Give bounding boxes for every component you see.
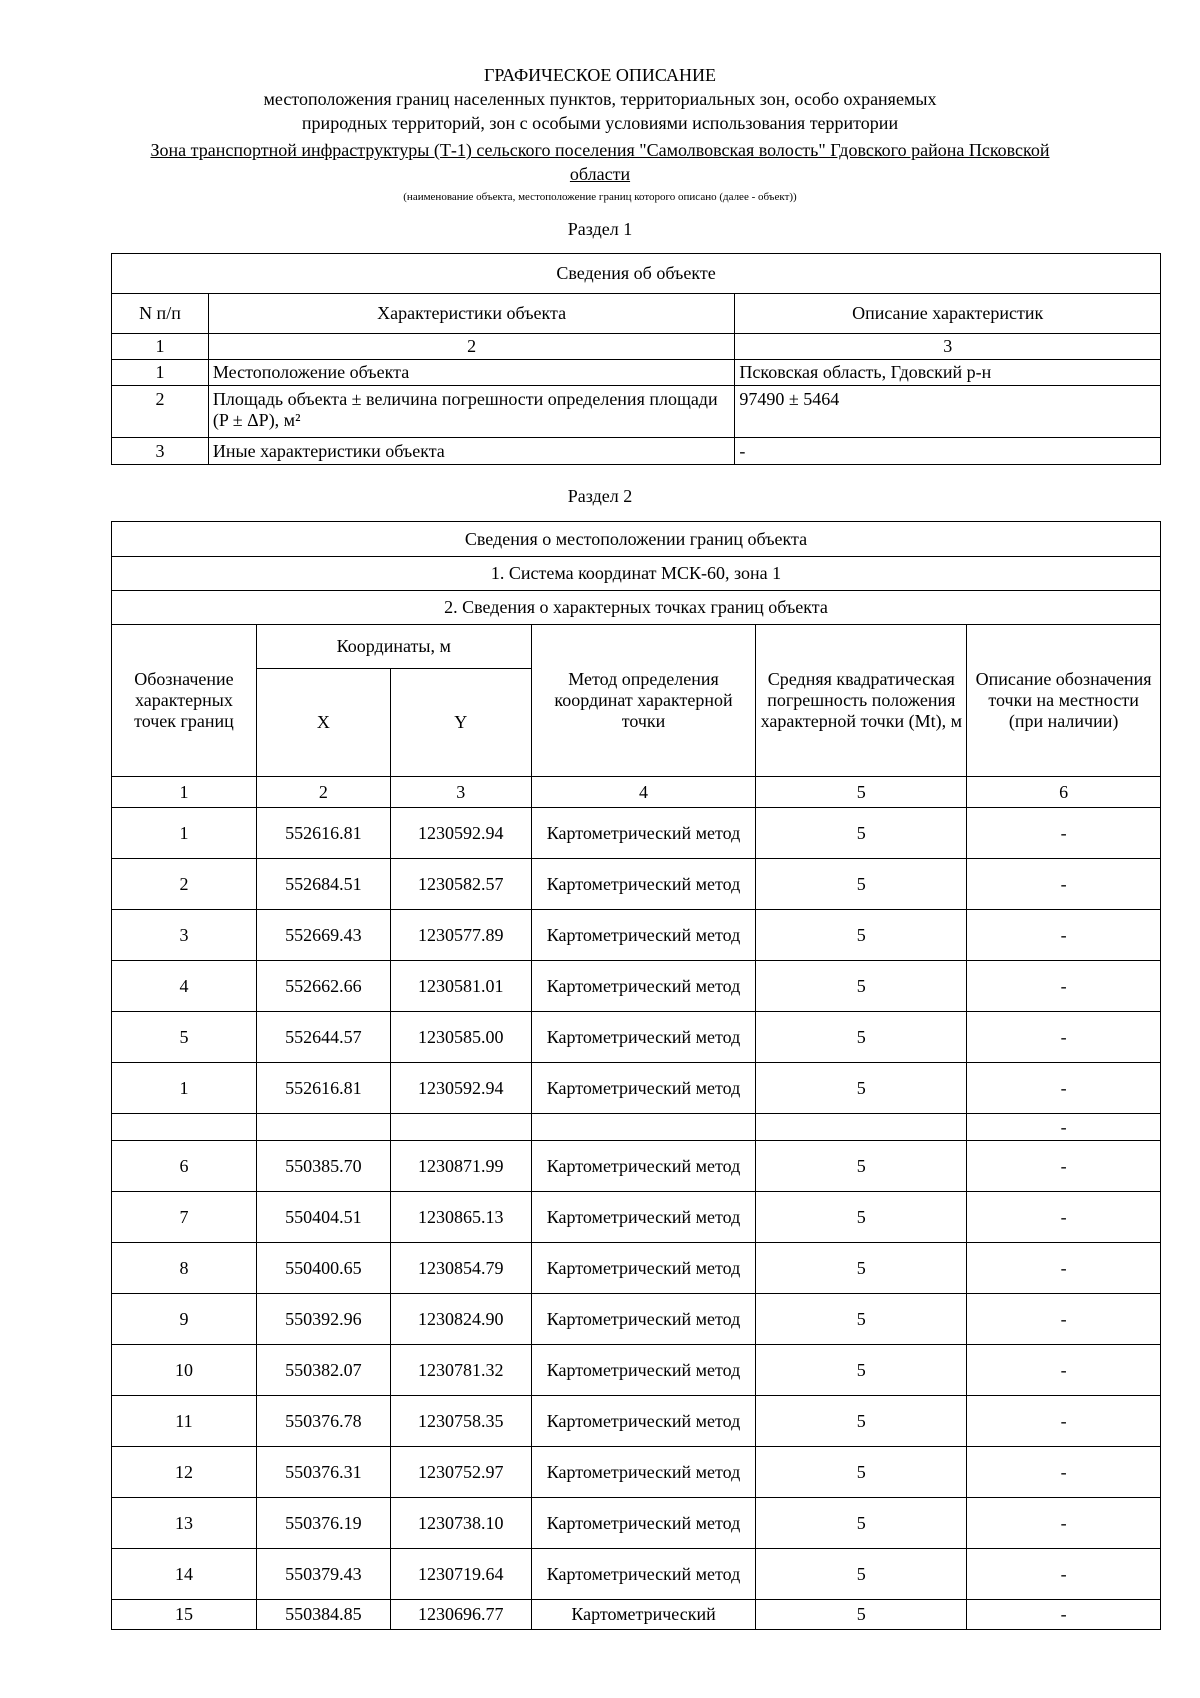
error-value: 5 [756, 1549, 967, 1600]
coord-y: 1230585.00 [390, 1012, 531, 1063]
table-row [112, 1498, 1161, 1549]
table-row [112, 1447, 1161, 1498]
point-designation: 14 [112, 1549, 257, 1600]
section2-label: Раздел 2 [567, 486, 633, 506]
coord-y: 1230592.94 [390, 1063, 531, 1114]
error-value: 5 [756, 910, 967, 961]
coord-y: 1230781.32 [390, 1345, 531, 1396]
col-number: 3 [735, 334, 1161, 360]
table-row [112, 910, 1161, 961]
header-error: Средняя квадратическая погрешность положения характерной точки (Mt), м [756, 625, 967, 777]
method [531, 1114, 756, 1141]
coord-y: 1230865.13 [390, 1192, 531, 1243]
coord-y [390, 1114, 531, 1141]
table-row [112, 961, 1161, 1012]
points-body [112, 808, 1161, 1630]
point-description: - [967, 1549, 1161, 1600]
header-x: X [256, 669, 390, 777]
table-row [112, 859, 1161, 910]
header-method: Метод определения координат характерной точки [531, 625, 756, 777]
coord-y: 1230719.64 [390, 1549, 531, 1600]
error-value: 5 [756, 1294, 967, 1345]
coord-y: 1230871.99 [390, 1141, 531, 1192]
point-designation: 2 [112, 859, 257, 910]
boundary-points-table [111, 521, 1161, 1630]
error-value: 5 [756, 1141, 967, 1192]
method: Картометрический метод [531, 961, 756, 1012]
boundary-table-title: Сведения о местоположении границ объекта [112, 522, 1161, 557]
method: Картометрический метод [531, 1012, 756, 1063]
point-description: - [967, 1192, 1161, 1243]
characteristic-value: Псковская область, Гдовский р-н [735, 360, 1161, 386]
coord-x: 550379.43 [256, 1549, 390, 1600]
coord-x: 550382.07 [256, 1345, 390, 1396]
point-description: - [967, 1600, 1161, 1630]
header-y: Y [390, 669, 531, 777]
error-value: 5 [756, 1243, 967, 1294]
coord-y: 1230738.10 [390, 1498, 531, 1549]
characteristic-name: Площадь объекта ± величина погрешности определения площади (P ± ΔP), м² [208, 386, 734, 438]
point-description: - [967, 1294, 1161, 1345]
doc-subtitle-line1: местоположения границ населенных пунктов, территориальных зон, особо охраняемых [263, 89, 937, 109]
point-designation: 8 [112, 1243, 257, 1294]
col-header-description: Описание характеристик [735, 294, 1161, 334]
table-row [112, 1063, 1161, 1114]
characteristic-name: Иные характеристики объекта [208, 438, 734, 465]
point-designation: 15 [112, 1600, 257, 1630]
error-value: 5 [756, 1063, 967, 1114]
error-value: 5 [756, 1192, 967, 1243]
coord-x: 552644.57 [256, 1012, 390, 1063]
point-description: - [967, 1243, 1161, 1294]
point-designation: 7 [112, 1192, 257, 1243]
coordinate-system: 1. Система координат МСК-60, зона 1 [112, 557, 1161, 591]
coord-x: 550376.19 [256, 1498, 390, 1549]
coord-y: 1230577.89 [390, 910, 531, 961]
coord-x: 550400.65 [256, 1243, 390, 1294]
point-designation: 4 [112, 961, 257, 1012]
col-number: 3 [390, 777, 531, 808]
doc-subtitle-line2: природных территорий, зон с особыми условиями использования территории [301, 113, 899, 133]
col-header-characteristics: Характеристики объекта [208, 294, 734, 334]
table-row [112, 1294, 1161, 1345]
object-name-line2: области [569, 164, 631, 184]
coord-x: 552669.43 [256, 910, 390, 961]
method: Картометрический метод [531, 1396, 756, 1447]
coord-x [256, 1114, 390, 1141]
point-designation: 11 [112, 1396, 257, 1447]
coord-x: 552684.51 [256, 859, 390, 910]
point-designation [112, 1114, 257, 1141]
point-designation: 13 [112, 1498, 257, 1549]
coord-y: 1230824.90 [390, 1294, 531, 1345]
point-designation: 6 [112, 1141, 257, 1192]
coord-y: 1230582.57 [390, 859, 531, 910]
error-value: 5 [756, 859, 967, 910]
error-value: 5 [756, 1498, 967, 1549]
coord-x: 550404.51 [256, 1192, 390, 1243]
coord-x: 552616.81 [256, 808, 390, 859]
coord-x: 550376.78 [256, 1396, 390, 1447]
point-description: - [967, 1063, 1161, 1114]
table-row [112, 1114, 1161, 1141]
coord-x: 552616.81 [256, 1063, 390, 1114]
table-row [112, 1141, 1161, 1192]
error-value: 5 [756, 1600, 967, 1630]
object-name-note: (наименование объекта, местоположение границ которого описано (далее - объект)) [403, 191, 797, 203]
object-info-table [111, 253, 1161, 465]
row-number: 3 [112, 438, 209, 465]
table-row [112, 1192, 1161, 1243]
doc-title: ГРАФИЧЕСКОЕ ОПИСАНИЕ [483, 65, 717, 85]
col-number: 1 [112, 334, 209, 360]
col-number: 6 [967, 777, 1161, 808]
header-point-designation: Обозначение характерных точек границ [112, 625, 257, 777]
method: Картометрический метод [531, 1063, 756, 1114]
method: Картометрический метод [531, 1447, 756, 1498]
table-row [112, 808, 1161, 859]
point-description: - [967, 808, 1161, 859]
coord-y: 1230758.35 [390, 1396, 531, 1447]
point-description: - [967, 961, 1161, 1012]
table-row [112, 360, 1161, 386]
point-designation: 5 [112, 1012, 257, 1063]
coord-x: 550384.85 [256, 1600, 390, 1630]
characteristic-name: Местоположение объекта [208, 360, 734, 386]
table-row [112, 386, 1161, 438]
table-row [112, 1600, 1161, 1630]
table-row [112, 1345, 1161, 1396]
table-row [112, 1549, 1161, 1600]
point-description: - [967, 1141, 1161, 1192]
point-description: - [967, 1345, 1161, 1396]
coord-y: 1230752.97 [390, 1447, 531, 1498]
error-value: 5 [756, 1345, 967, 1396]
point-description: - [967, 1114, 1161, 1141]
method: Картометрический метод [531, 1498, 756, 1549]
col-header-n: N п/п [112, 294, 209, 334]
method: Картометрический метод [531, 1549, 756, 1600]
table-row [112, 1012, 1161, 1063]
header-coordinates: Координаты, м [256, 625, 531, 669]
col-number: 2 [256, 777, 390, 808]
method: Картометрический метод [531, 1192, 756, 1243]
object-info-title: Сведения об объекте [112, 254, 1161, 294]
table-row [112, 1396, 1161, 1447]
coord-x: 550376.31 [256, 1447, 390, 1498]
coord-x: 550385.70 [256, 1141, 390, 1192]
coord-y: 1230696.77 [390, 1600, 531, 1630]
method: Картометрический метод [531, 808, 756, 859]
method: Картометрический метод [531, 859, 756, 910]
method: Картометрический метод [531, 910, 756, 961]
method: Картометрический метод [531, 1294, 756, 1345]
table-row [112, 1243, 1161, 1294]
method: Картометрический метод [531, 1141, 756, 1192]
col-number: 1 [112, 777, 257, 808]
row-number: 1 [112, 360, 209, 386]
point-description: - [967, 859, 1161, 910]
method: Картометрический метод [531, 1243, 756, 1294]
coord-y: 1230592.94 [390, 808, 531, 859]
error-value: 5 [756, 808, 967, 859]
points-title: 2. Сведения о характерных точках границ объекта [112, 591, 1161, 625]
point-description: - [967, 1396, 1161, 1447]
error-value: 5 [756, 1012, 967, 1063]
point-designation: 1 [112, 808, 257, 859]
point-description: - [967, 1012, 1161, 1063]
col-number: 4 [531, 777, 756, 808]
method: Картометрический метод [531, 1345, 756, 1396]
error-value: 5 [756, 1396, 967, 1447]
point-designation: 9 [112, 1294, 257, 1345]
error-value: 5 [756, 961, 967, 1012]
point-description: - [967, 1498, 1161, 1549]
coord-x: 550392.96 [256, 1294, 390, 1345]
row-number: 2 [112, 386, 209, 438]
coord-y: 1230581.01 [390, 961, 531, 1012]
col-number: 2 [208, 334, 734, 360]
point-description: - [967, 910, 1161, 961]
point-designation: 3 [112, 910, 257, 961]
object-name-line1: Зона транспортной инфраструктуры (Т-1) сельского поселения "Самолвовская волость" Гдовского района Псковской [150, 140, 1050, 160]
coord-y: 1230854.79 [390, 1243, 531, 1294]
error-value: 5 [756, 1447, 967, 1498]
coord-x: 552662.66 [256, 961, 390, 1012]
point-designation: 1 [112, 1063, 257, 1114]
header-description: Описание обозначения точки на местности (при наличии) [967, 625, 1161, 777]
characteristic-value: 97490 ± 5464 [735, 386, 1161, 438]
error-value [756, 1114, 967, 1141]
section1-label: Раздел 1 [567, 219, 633, 239]
characteristic-value: - [735, 438, 1161, 465]
point-designation: 12 [112, 1447, 257, 1498]
point-designation: 10 [112, 1345, 257, 1396]
point-description: - [967, 1447, 1161, 1498]
method: Картометрический [531, 1600, 756, 1630]
table-row [112, 438, 1161, 465]
col-number: 5 [756, 777, 967, 808]
